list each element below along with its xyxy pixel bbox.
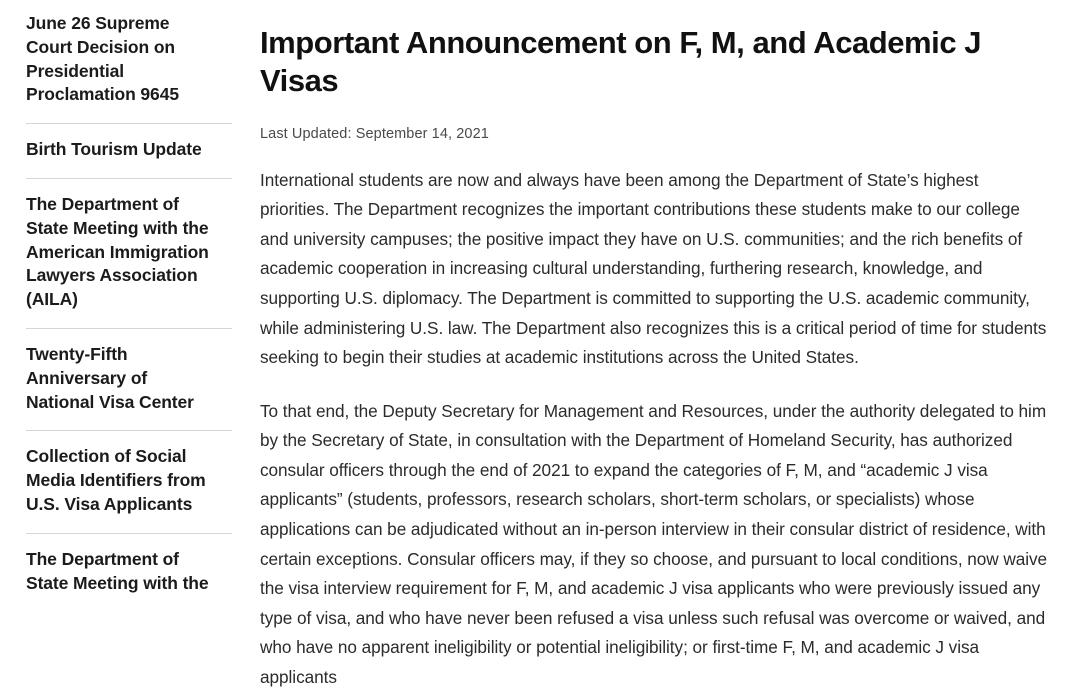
article-paragraph: To that end, the Deputy Secretary for Management and Resources, under the authority delegated to him by the Secretary of State, in consultation with the Department of Homeland Security, has authorized consular officers through the end of 2021 to expand the categories of F, M, and “academic J visa applicants” (students, professors, research scholars, short-term scholars, or specialists) whose applications can be adjudicated without an in-person interview in their consular district of residence, with certain exceptions. Consular officers may, if they so choose, and pursuant to local conditions, now waive the visa interview requirement for F, M, and academic J visa applicants who were previously issued any type of visa, and who have never been refused a visa unless such refusal was overcome or waived, and who have no apparent ineligibility or potential ineligibility; or first-time F, M, and academic J visa applicants — [260, 400, 1048, 687]
sidebar-item-state-department-meeting[interactable] — [26, 534, 232, 612]
sidebar-item-label: Birth Tourism Update — [26, 139, 202, 160]
page-title: Important Announcement on F, M, and Academic J Visas — [260, 25, 982, 98]
sidebar-item-label: Collection of Social Media Identifiers from U.S. Visa Applicants — [26, 446, 206, 514]
article-paragraph: International students are now and always have been among the Department of State’s highest priorities. The Department recognizes the important contributions these students make to our college and university campuses; the positive impact they have on U.S. communities; and the rich benefits of academic cooperation in increasing cultural understanding, furthering research, knowledge, and supporting U.S. diplomacy. The Department is committed to supporting the U.S. academic community, while administering U.S. law. The Department also recognizes this is a critical period of time for students seeking to begin their studies at academic institutions across the United States. — [260, 169, 1047, 368]
sidebar-item-birth-tourism-update[interactable] — [26, 124, 232, 179]
sidebar-item-aila-meeting[interactable] — [26, 179, 232, 329]
sidebar-item-label: June 26 Supreme Court Decision on Presidential Proclamation 9645 — [26, 13, 179, 105]
sidebar-item-label: The Department of State Meeting with the American Immigration Lawyers Association (AILA) — [26, 193, 209, 310]
article-content — [232, 0, 1080, 687]
sidebar-item-label: The Department of State Meeting with the — [26, 548, 209, 593]
sidebar-item-supreme-court-decision[interactable] — [26, 0, 232, 124]
sidebar-item-social-media-identifiers[interactable] — [26, 431, 232, 533]
sidebar-item-nvc-anniversary[interactable] — [26, 329, 232, 431]
sidebar-item-label: Twenty-Fifth Anniversary of National Visa Center — [26, 343, 194, 412]
sidebar-navigation — [0, 0, 232, 673]
last-updated-text: Last Updated: September 14, 2021 — [260, 125, 489, 142]
